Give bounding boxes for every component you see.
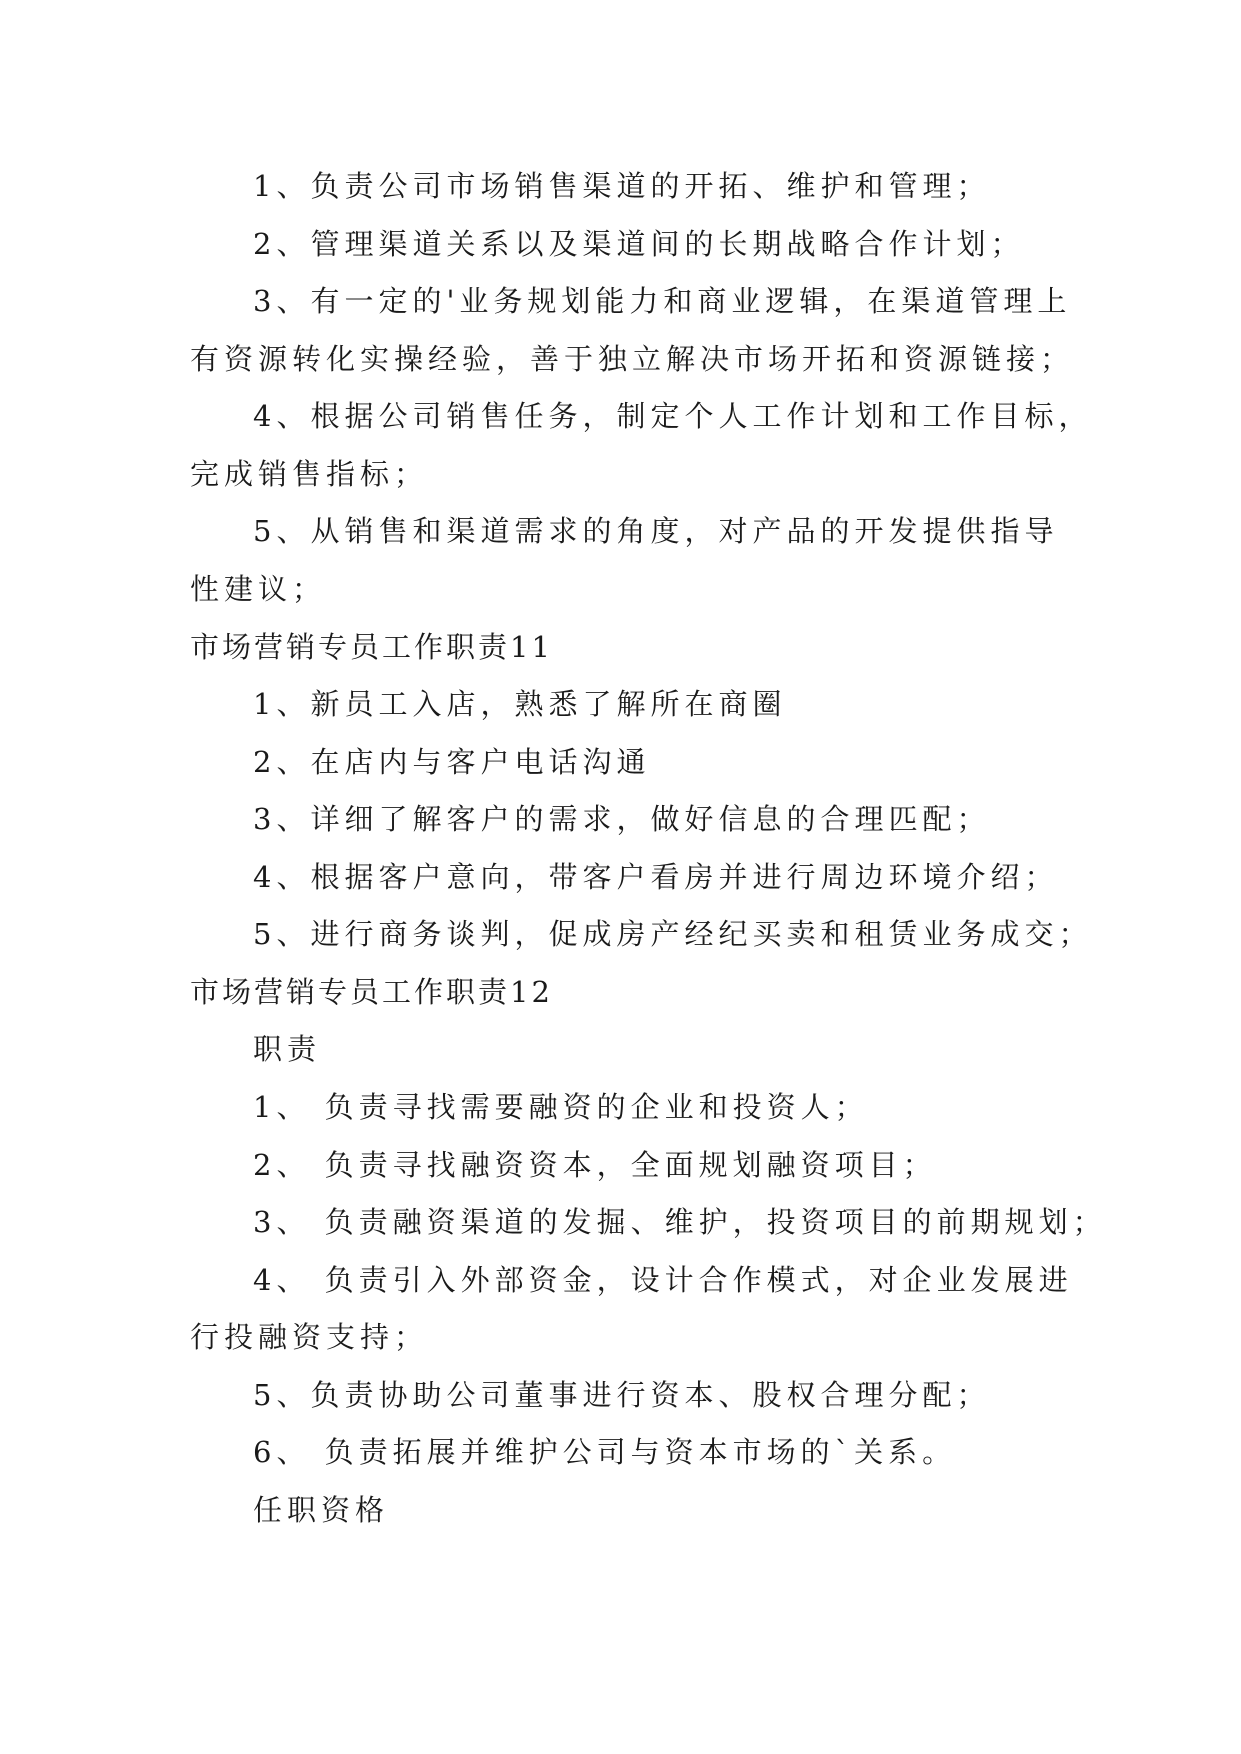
duty-item: 3、详细了解客户的需求，做好信息的合理匹配； (253, 802, 991, 836)
duty-item: 3、 负责融资渠道的发掘、维护，投资项目的前期规划； (253, 1205, 1107, 1239)
duty-item-continuation: 有资源转化实操经验，善于独立解决市场开拓和资源链接； (190, 342, 1075, 376)
duty-item: 1、 负责寻找需要融资的企业和投资人； (253, 1090, 869, 1124)
duty-item: 1、负责公司市场销售渠道的开拓、维护和管理； (253, 169, 991, 203)
subsection-label: 职责 (253, 1032, 322, 1066)
duty-item: 3、有一定的'业务规划能力和商业逻辑，在渠道管理上 (253, 284, 1072, 318)
duty-item: 5、进行商务谈判，促成房产经纪买卖和租赁业务成交； (253, 917, 1093, 951)
duty-item: 4、根据公司销售任务，制定个人工作计划和工作目标， (253, 399, 1093, 433)
duty-item: 2、在店内与客户电话沟通 (253, 745, 651, 779)
subsection-label: 任职资格 (253, 1493, 390, 1527)
duty-item: 5、负责协助公司董事进行资本、股权合理分配； (253, 1378, 991, 1412)
section-heading: 市场营销专员工作职责12 (190, 975, 553, 1009)
duty-item: 4、根据客户意向，带客户看房并进行周边环境介绍； (253, 860, 1059, 894)
section-heading: 市场营销专员工作职责11 (190, 630, 553, 664)
duty-item: 2、管理渠道关系以及渠道间的长期战略合作计划； (253, 227, 1025, 261)
duty-item: 1、新员工入店，熟悉了解所在商圈 (253, 687, 787, 721)
duty-item: 2、 负责寻找融资资本，全面规划融资项目； (253, 1148, 937, 1182)
duty-item: 5、从销售和渠道需求的角度，对产品的开发提供指导 (253, 514, 1059, 548)
duty-item: 6、 负责拓展并维护公司与资本市场的`关系。 (253, 1435, 957, 1469)
duty-item-continuation: 行投融资支持； (190, 1320, 429, 1354)
duty-item: 4、 负责引入外部资金，设计合作模式，对企业发展进 (253, 1263, 1073, 1297)
duty-item-continuation: 性建议； (190, 572, 327, 606)
duty-item-continuation: 完成销售指标； (190, 457, 429, 491)
